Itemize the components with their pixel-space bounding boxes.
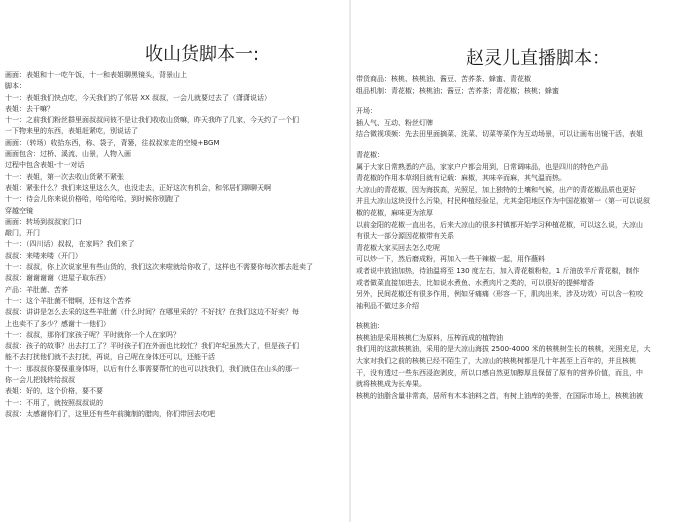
script-line: 青花椒的作用本草纲目就有记载：麻椒，其味辛而麻，其气温而热。 bbox=[356, 174, 566, 183]
script-line: 十一：叔叔，你上次说家里有些山货的，我们这次来啦就给你收了，这样也不需要你每次都去赶卖了 bbox=[5, 263, 313, 272]
script-line: 插人气、互动、粉丝灯牌 bbox=[356, 118, 433, 127]
script-line: 青花椒大家买回去怎么吃呢 bbox=[356, 243, 440, 252]
script-line: 有很大一部分源因花椒带有关系 bbox=[356, 232, 454, 241]
script-line: 以前金阳的花椒一直出名，后来大凉山的很多村镇都开始学习种植花椒，可以这么说，大凉山 bbox=[356, 220, 643, 229]
script-line: 表姐：好的，这个价格，要不要 bbox=[5, 387, 103, 396]
block-gap bbox=[356, 141, 691, 150]
script-line: 或者做菜直接加进去，比如说水煮鱼、水煮肉片之类的，可以很好的提鲜增香 bbox=[356, 278, 594, 287]
script-line: 脚本： bbox=[5, 82, 26, 91]
script-line: 可以炒一下，然后磨成粉，再加入一些干辣椒一起，用作蘸料 bbox=[356, 255, 545, 264]
script-line: 十一：表姐我们快点吃，今天我们约了邻居 XX 叔叔，一会儿就要过去了（潇潇说话） bbox=[5, 93, 272, 102]
script-line: 十一：叔叔，那你们家孩子呢？平时就你一个人在家吗？ bbox=[5, 330, 180, 339]
script-line: 十一：待会儿你来说价格哈，哈哈哈哈，到时候你别跑了 bbox=[5, 195, 180, 204]
script-line: 就将核桃成为长寿果。 bbox=[356, 380, 426, 389]
script-line: 产品：羊肚菌、苦荞 bbox=[5, 285, 68, 294]
left-script-lines bbox=[5, 70, 345, 420]
script-line: 袖利品不做过多介绍 bbox=[356, 301, 419, 310]
script-line: 过程中包含表姐-十一对话 bbox=[5, 161, 85, 170]
right-script-lines bbox=[356, 74, 691, 402]
script-line: 画面：表姐和十一吃午饭，十一和表姐聊黑镜头，背景山上 bbox=[5, 71, 187, 79]
script-line: 叔叔：孩子的故事？出去打工了？平时孩子们在外面也比较忙？我们年纪虽然大了，但是孩子们 bbox=[5, 342, 299, 351]
script-line: 能不去打扰他们就不去打扰，再说，自己呢在身体还可以，还能干活 bbox=[5, 353, 215, 362]
right-script-title: 赵灵儿直播脚本： bbox=[466, 48, 610, 69]
left-script-title: 收山货脚本一: bbox=[145, 44, 260, 65]
script-line: 上也卖不了多少？感谢十一他们） bbox=[5, 319, 110, 328]
script-line: 敲门，开门 bbox=[5, 229, 40, 238]
script-line: 一下物来里的东西，表姐赶紧吃，别说话了 bbox=[5, 127, 138, 136]
script-line: 画面：（转场）收拾东西，称、袋子，背篓，往叔叔家走的空镜+BGM bbox=[5, 138, 220, 147]
script-line: 叔叔：谢谢谢谢（进屋子取东西） bbox=[5, 274, 110, 283]
script-line: 大凉山的青花椒，因为海拔高，光照足，加上独特的土壤和气候，出产的青花椒品质也更好 bbox=[356, 185, 636, 194]
script-line: 画面：转场到叔叔家门口 bbox=[5, 217, 82, 226]
script-line: 组品机制：青花椒；核桃油；酱豆；苦荞茶；青花椒；核桃；蜂蜜 bbox=[356, 86, 559, 95]
script-line: 青花椒： bbox=[356, 150, 384, 159]
script-line: 叔叔：来喽来喽（开门） bbox=[5, 251, 82, 260]
script-line: 画面包含：过桥、溪流、山景，人物入画 bbox=[5, 150, 131, 159]
script-line: 十一：（四川话）叔叔，在家吗？我们来了 bbox=[5, 240, 135, 249]
block-gap bbox=[356, 97, 691, 106]
right-script-page bbox=[351, 0, 695, 522]
script-line: 表姐：紧张什么？我们来这里这么久，也没走去，正好这次有机会，和邻居们聊聊天啊 bbox=[5, 183, 271, 192]
script-line: 并且大凉山这块没什么污染，村民种植经验足，尤其金阳地区作为中国花椒第一（第一可以说叙 bbox=[356, 197, 650, 206]
script-line: 或者说中放油加热，待油温将至 130 度左右，加入青花椒粉粒，1 斤油放半斤青花椒，制作 bbox=[356, 266, 640, 275]
script-line: 我们用的这款核桃油，采用的是大凉山海拔 2500-4000 米的核桃树生长的核桃，光照充足，大 bbox=[356, 345, 651, 354]
script-line: 你一会儿把钱转给叔叔 bbox=[5, 376, 75, 385]
script-line: 干，没有透过一些东西浸泡剥皮，所以口感自然更加醇厚且保留了原有的营养价值，而且，中 bbox=[356, 368, 643, 377]
script-line: 开场： bbox=[356, 107, 377, 116]
script-line: 表姐：去干嘛？ bbox=[5, 104, 54, 113]
script-line: 十一：那叔叔你要保重身体呀，以后有什么事需要帮忙的也可以找我们，我们就住在山头的那一 bbox=[5, 364, 299, 373]
script-line: 十一：不用了，就按照叔叔说的 bbox=[5, 398, 103, 407]
script-line: 椒的花椒，麻味更为浓厚 bbox=[356, 208, 433, 217]
script-line: 叔叔：太感谢你们了，这里还有些年前腌制的腊肉，你们带回去吃吧 bbox=[5, 409, 215, 418]
script-line: 属于大家日常熟悉的产品，家家户户都会用到，日常调味品，也是四川的特色产品 bbox=[356, 162, 608, 171]
script-line: 穿越空镜 bbox=[5, 206, 33, 215]
block-gap bbox=[356, 312, 691, 321]
script-line: 结合微视项频：先去田里面摘菜、洗菜、切菜等菜作为互动场景，可以让画布出镜干活，表姐 bbox=[356, 130, 643, 139]
script-line: 带货商品：核桃、核桃油、酱豆、苦荞茶、蜂蜜、青花椒 bbox=[356, 75, 531, 83]
script-line: 十一：这个羊肚菌不错啊，还有这个苦荞 bbox=[5, 296, 131, 305]
script-line: 核桃油： bbox=[356, 322, 384, 331]
script-line: 核桃的油脂含量非常高，居所有木本油料之首，有树上油库的美誉，在国际市场上，核桃油被 bbox=[356, 391, 643, 400]
script-line: 核桃油是采用核桃仁为原料，压榨而成的植物油 bbox=[356, 333, 503, 342]
script-line: 十一：表姐，第一次去收山货紧不紧张 bbox=[5, 172, 124, 181]
script-line: 十一：之前我们粉丝群里面叔叔问彼不是让我们收收山货嘛，昨天我昨了几家，今天约了一个们 bbox=[5, 116, 299, 125]
script-line: 大家对我们之前的核桃已经不陌生了，大凉山的核桃树都是几十年甚至上百年的，并且核桃 bbox=[356, 357, 636, 366]
script-line: 叔叔：讲讲是怎么去采的这些羊肚菌（什么时间？在哪里采的？不好找？在我们这边不好卖？每 bbox=[5, 308, 299, 317]
script-line: 另外，民间花椒还有很多作用，例如牙痛痛（形容一下，肌肉出来，涉及功效）可以含一粒咬 bbox=[356, 290, 643, 299]
